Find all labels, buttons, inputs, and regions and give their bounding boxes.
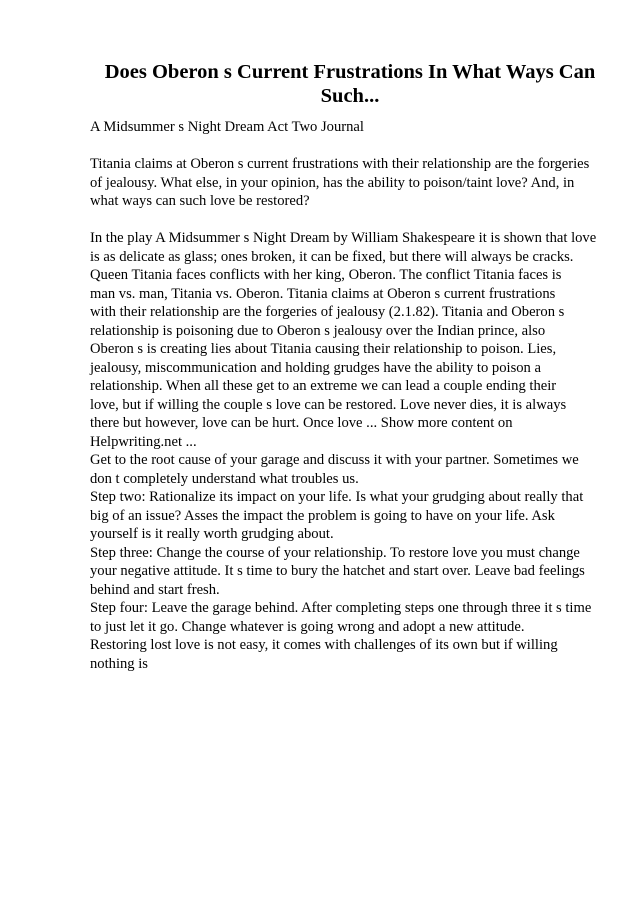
essay-line: love, but if willing the couple s love can be restored. Love never dies, it is always (90, 396, 567, 413)
essay-line: nothing is (90, 655, 148, 672)
essay-line: Step two: Rationalize its impact on your life. Is what your grudging about really that (90, 489, 584, 505)
essay-line: to just let it go. Change whatever is going wrong and adopt a new attitude. (90, 618, 525, 635)
prompt-line: what ways can such love be restored? (90, 193, 310, 209)
document-title (90, 60, 610, 108)
essay-line: don t completely understand what troubles us. (90, 470, 359, 487)
essay-line: big of an issue? Asses the impact the problem is going to have on your life. Ask (90, 507, 555, 524)
essay-line: Oberon s is creating lies about Titania causing their relationship to poison. Lies, (90, 341, 557, 357)
essay-line: relationship. When all these get to an extreme we can lead a couple ending their (90, 378, 557, 394)
essay-line: In the play A Midsummer s Night Dream by William Shakespeare it is shown that love (90, 230, 597, 246)
essay-line: there but however, love can be hurt. Once love ... Show more content on (90, 415, 513, 431)
essay-line: Restoring lost love is not easy, it comes with challenges of its own but if willing (90, 637, 558, 653)
essay-line: behind and start fresh. (90, 581, 220, 598)
essay-line: Step three: Change the course of your relationship. To restore love you must change (90, 544, 580, 561)
essay-line: Queen Titania faces conflicts with her king, Oberon. The conflict Titania faces is (90, 267, 562, 283)
essay-line: relationship is poisoning due to Oberon s jealousy over the Indian prince, also (90, 322, 546, 339)
essay-line: yourself is it really worth grudging about. (90, 526, 334, 542)
essay-line: man vs. man, Titania vs. Oberon. Titania claims at Oberon s current frustrations (90, 285, 556, 302)
prompt-line: of jealousy. What else, in your opinion, has the ability to poison/taint love? And, in (90, 174, 575, 191)
title-line: Such... (320, 85, 380, 107)
essay-line: is as delicate as glass; ones broken, it can be fixed, but there will always be cracks. (90, 248, 574, 265)
essay-line: jealousy, miscommunication and holding grudges have the ability to poison a (90, 359, 541, 376)
essay-line: with their relationship are the forgeries of jealousy (2.1.82). Titania and Oberon s (90, 304, 565, 320)
essay-line: Get to the root cause of your garage and discuss it with your partner. Sometimes we (90, 452, 579, 468)
document-body (90, 118, 616, 673)
journal-prompt (90, 155, 616, 211)
essay-line: Helpwriting.net ... (90, 433, 197, 450)
essay-line: your negative attitude. It s time to bury the hatchet and start over. Leave bad feelings (90, 563, 585, 579)
prompt-line: Titania claims at Oberon s current frustrations with their relationship are the forgeries (90, 156, 590, 172)
title-line: Does Oberon s Current Frustrations In What Ways Can (104, 61, 596, 83)
subtitle-line: A Midsummer s Night Dream Act Two Journal (90, 119, 364, 135)
essay-line: Step four: Leave the garage behind. After completing steps one through three it s time (90, 600, 592, 616)
subtitle (90, 118, 616, 137)
essay-text (90, 229, 616, 673)
